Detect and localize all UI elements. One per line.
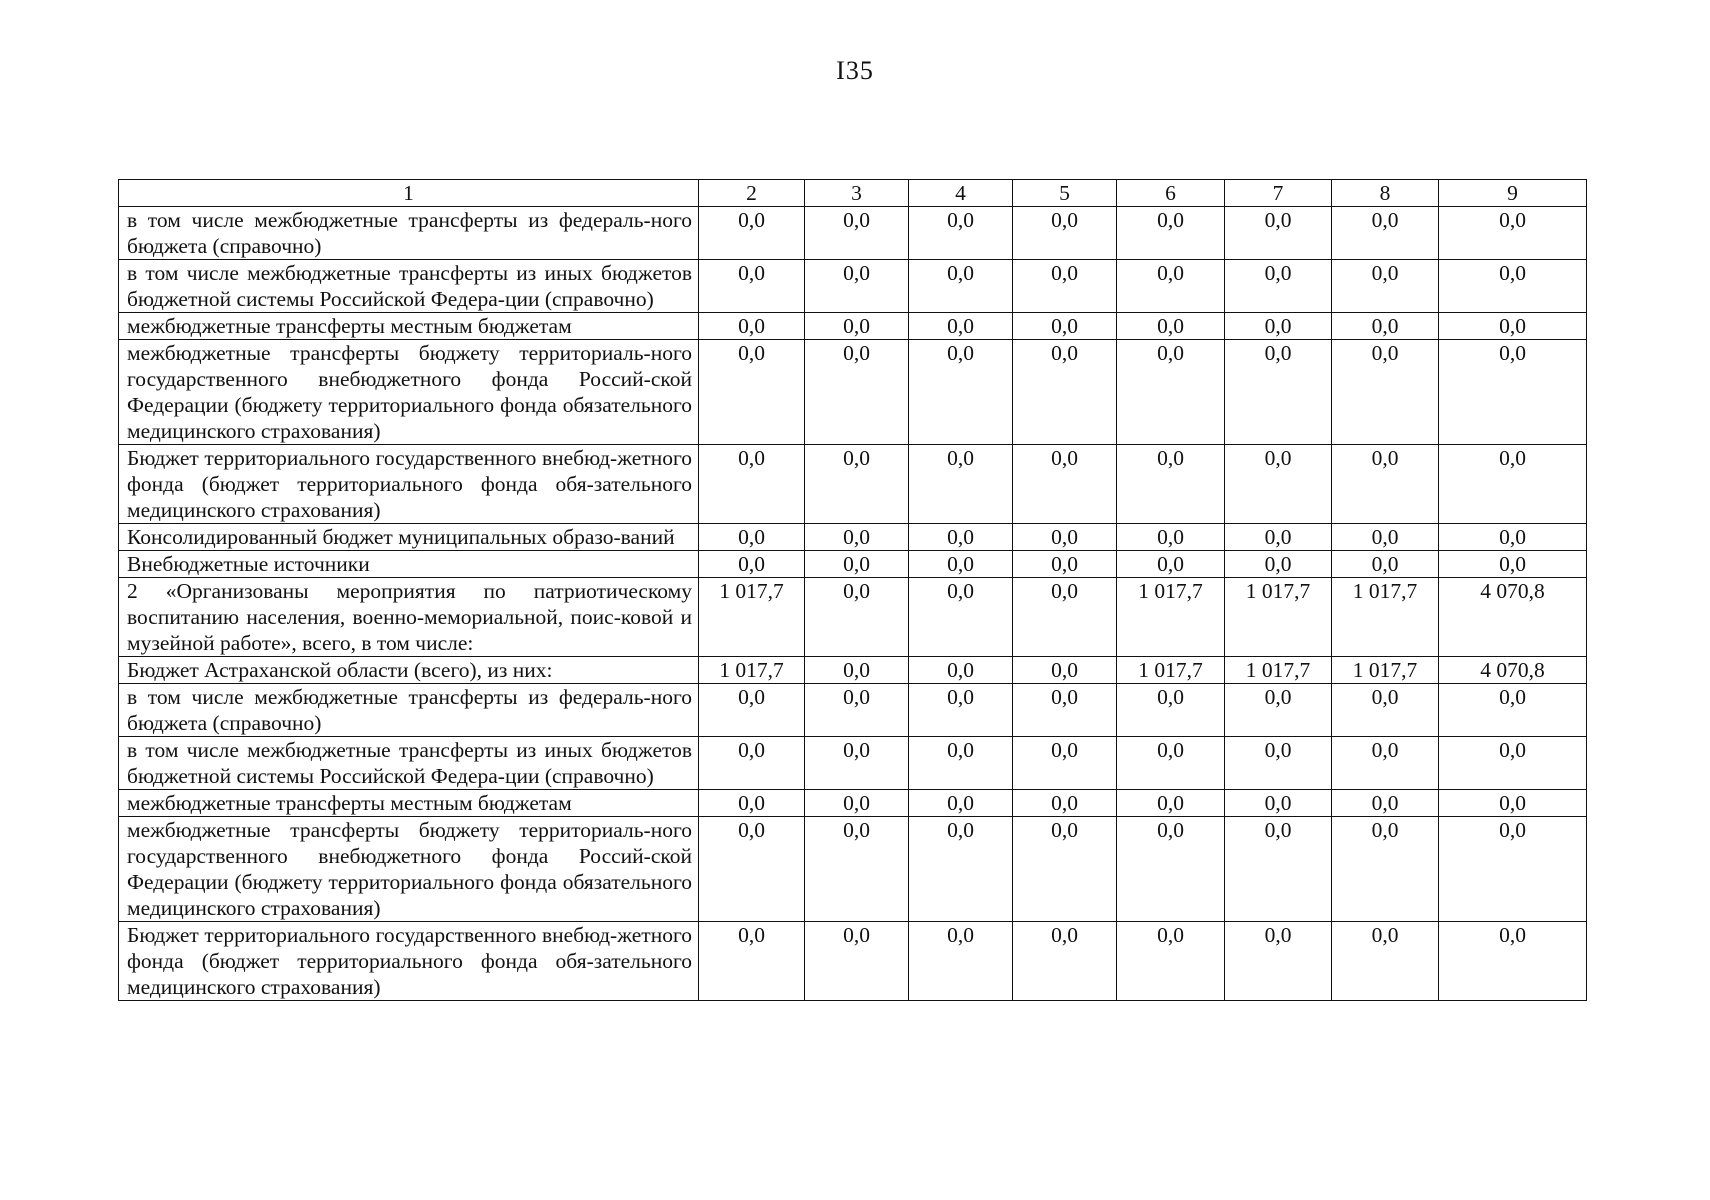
row-label: в том числе межбюджетные трансферты из федераль-ного бюджета (справочно) (119, 684, 699, 737)
value-cell: 0,0 (1117, 922, 1225, 1001)
value-cell: 0,0 (805, 578, 909, 657)
value-cell: 0,0 (1117, 790, 1225, 817)
page-number: I35 (836, 56, 874, 85)
table-row (119, 684, 1587, 737)
value-cell: 0,0 (1013, 684, 1117, 737)
value-cell: 0,0 (1332, 790, 1439, 817)
value-cell: 0,0 (1225, 260, 1332, 313)
value-cell: 0,0 (1117, 340, 1225, 445)
column-header-5: 5 (1013, 180, 1117, 207)
value-cell: 0,0 (909, 445, 1013, 524)
value-cell: 0,0 (805, 657, 909, 684)
table-row (119, 260, 1587, 313)
value-cell: 0,0 (805, 207, 909, 260)
value-cell: 0,0 (1117, 551, 1225, 578)
value-cell: 0,0 (1439, 313, 1587, 340)
value-cell: 0,0 (1013, 524, 1117, 551)
value-cell: 0,0 (1013, 445, 1117, 524)
value-cell: 0,0 (699, 207, 805, 260)
value-cell: 0,0 (1225, 922, 1332, 1001)
value-cell: 0,0 (805, 922, 909, 1001)
value-cell: 0,0 (1225, 551, 1332, 578)
row-label: в том числе межбюджетные трансферты из иных бюджетов бюджетной системы Российской Федера-ции (справочно) (119, 260, 699, 313)
value-cell: 0,0 (1013, 922, 1117, 1001)
value-cell: 0,0 (1225, 340, 1332, 445)
value-cell: 0,0 (1117, 737, 1225, 790)
value-cell: 0,0 (805, 260, 909, 313)
value-cell: 0,0 (1439, 737, 1587, 790)
value-cell: 0,0 (1117, 313, 1225, 340)
value-cell: 0,0 (1332, 922, 1439, 1001)
value-cell: 0,0 (909, 260, 1013, 313)
value-cell: 0,0 (699, 313, 805, 340)
value-cell: 0,0 (1439, 340, 1587, 445)
header-row (119, 180, 1587, 207)
value-cell: 0,0 (1225, 313, 1332, 340)
row-label: межбюджетные трансферты бюджету территориаль-ного государственного внебюджетного фонда Россий-ской Федерации (бюджету территориального фонда обязательного медицинского страхования) (119, 340, 699, 445)
table-row (119, 313, 1587, 340)
value-cell: 0,0 (699, 445, 805, 524)
table-row (119, 817, 1587, 922)
column-header-9: 9 (1439, 180, 1587, 207)
value-cell: 0,0 (1225, 684, 1332, 737)
value-cell: 0,0 (699, 260, 805, 313)
value-cell: 1 017,7 (699, 578, 805, 657)
row-label: Внебюджетные источники (119, 551, 699, 578)
value-cell: 0,0 (1117, 684, 1225, 737)
value-cell: 0,0 (699, 340, 805, 445)
value-cell: 0,0 (1225, 737, 1332, 790)
table-row (119, 445, 1587, 524)
value-cell: 0,0 (909, 551, 1013, 578)
value-cell: 0,0 (805, 524, 909, 551)
value-cell: 1 017,7 (1117, 578, 1225, 657)
value-cell: 0,0 (909, 657, 1013, 684)
value-cell: 0,0 (909, 817, 1013, 922)
value-cell: 0,0 (1332, 340, 1439, 445)
value-cell: 0,0 (805, 313, 909, 340)
value-cell: 0,0 (699, 922, 805, 1001)
table-row (119, 551, 1587, 578)
value-cell: 4 070,8 (1439, 657, 1587, 684)
value-cell: 0,0 (1117, 207, 1225, 260)
value-cell: 0,0 (699, 524, 805, 551)
value-cell: 0,0 (1439, 524, 1587, 551)
value-cell: 0,0 (1013, 207, 1117, 260)
value-cell: 0,0 (1013, 340, 1117, 445)
value-cell: 0,0 (1439, 551, 1587, 578)
value-cell: 0,0 (909, 790, 1013, 817)
value-cell: 0,0 (1013, 313, 1117, 340)
table-row (119, 578, 1587, 657)
value-cell: 0,0 (1332, 524, 1439, 551)
table-row (119, 922, 1587, 1001)
table-row (119, 790, 1587, 817)
column-header-7: 7 (1225, 180, 1332, 207)
value-cell: 0,0 (1439, 207, 1587, 260)
value-cell: 0,0 (909, 313, 1013, 340)
column-header-4: 4 (909, 180, 1013, 207)
value-cell: 0,0 (1439, 445, 1587, 524)
value-cell: 0,0 (1225, 524, 1332, 551)
row-label: в том числе межбюджетные трансферты из иных бюджетов бюджетной системы Российской Федера-ции (справочно) (119, 737, 699, 790)
value-cell: 1 017,7 (1225, 578, 1332, 657)
value-cell: 0,0 (1225, 817, 1332, 922)
value-cell: 0,0 (805, 817, 909, 922)
value-cell: 0,0 (1439, 817, 1587, 922)
table-body (119, 207, 1587, 1001)
value-cell: 1 017,7 (699, 657, 805, 684)
value-cell: 1 017,7 (1332, 657, 1439, 684)
value-cell: 0,0 (805, 684, 909, 737)
value-cell: 0,0 (699, 817, 805, 922)
value-cell: 0,0 (1332, 313, 1439, 340)
value-cell: 0,0 (805, 790, 909, 817)
table-row (119, 207, 1587, 260)
table-row (119, 657, 1587, 684)
value-cell: 0,0 (1332, 551, 1439, 578)
value-cell: 0,0 (1225, 790, 1332, 817)
value-cell: 0,0 (1013, 817, 1117, 922)
value-cell: 0,0 (1117, 524, 1225, 551)
value-cell: 0,0 (1117, 260, 1225, 313)
value-cell: 0,0 (909, 737, 1013, 790)
value-cell: 0,0 (1332, 445, 1439, 524)
value-cell: 0,0 (909, 684, 1013, 737)
value-cell: 0,0 (805, 737, 909, 790)
table-row (119, 524, 1587, 551)
value-cell: 0,0 (805, 340, 909, 445)
row-label: Бюджет территориального государственного внебюд-жетного фонда (бюджет территориального фонда обя-зательного медицинского страхования) (119, 445, 699, 524)
value-cell: 0,0 (1332, 207, 1439, 260)
row-label: межбюджетные трансферты местным бюджетам (119, 790, 699, 817)
value-cell: 4 070,8 (1439, 578, 1587, 657)
value-cell: 1 017,7 (1117, 657, 1225, 684)
value-cell: 0,0 (1332, 737, 1439, 790)
row-label: в том числе межбюджетные трансферты из федераль-ного бюджета (справочно) (119, 207, 699, 260)
value-cell: 0,0 (1439, 684, 1587, 737)
value-cell: 0,0 (1117, 817, 1225, 922)
value-cell: 1 017,7 (1332, 578, 1439, 657)
value-cell: 0,0 (1332, 684, 1439, 737)
column-header-6: 6 (1117, 180, 1225, 207)
column-header-2: 2 (699, 180, 805, 207)
row-label: 2 «Организованы мероприятия по патриотическому воспитанию населения, военно-мемориальной, поис-ковой и музейной работе», всего, в том числе: (119, 578, 699, 657)
value-cell: 0,0 (1439, 260, 1587, 313)
value-cell: 0,0 (1225, 207, 1332, 260)
budget-table (118, 179, 1587, 1001)
value-cell: 0,0 (699, 737, 805, 790)
value-cell: 0,0 (1013, 737, 1117, 790)
row-label: межбюджетные трансферты местным бюджетам (119, 313, 699, 340)
column-header-8: 8 (1332, 180, 1439, 207)
value-cell: 0,0 (1013, 578, 1117, 657)
row-label: Консолидированный бюджет муниципальных образо-ваний (119, 524, 699, 551)
value-cell: 0,0 (1332, 817, 1439, 922)
row-label: Бюджет территориального государственного внебюд-жетного фонда (бюджет территориального фонда обя-зательного медицинского страхования) (119, 922, 699, 1001)
value-cell: 1 017,7 (1225, 657, 1332, 684)
value-cell: 0,0 (1225, 445, 1332, 524)
value-cell: 0,0 (1013, 551, 1117, 578)
value-cell: 0,0 (1439, 922, 1587, 1001)
value-cell: 0,0 (699, 551, 805, 578)
value-cell: 0,0 (805, 551, 909, 578)
column-header-1: 1 (119, 180, 699, 207)
value-cell: 0,0 (699, 790, 805, 817)
value-cell: 0,0 (909, 207, 1013, 260)
value-cell: 0,0 (909, 922, 1013, 1001)
value-cell: 0,0 (1013, 260, 1117, 313)
value-cell: 0,0 (805, 445, 909, 524)
value-cell: 0,0 (699, 684, 805, 737)
column-header-3: 3 (805, 180, 909, 207)
row-label: межбюджетные трансферты бюджету территориаль-ного государственного внебюджетного фонда Россий-ской Федерации (бюджету территориального фонда обязательного медицинского страхования) (119, 817, 699, 922)
value-cell: 0,0 (909, 524, 1013, 551)
value-cell: 0,0 (1013, 790, 1117, 817)
value-cell: 0,0 (1439, 790, 1587, 817)
table-row (119, 737, 1587, 790)
value-cell: 0,0 (1013, 657, 1117, 684)
row-label: Бюджет Астраханской области (всего), из них: (119, 657, 699, 684)
value-cell: 0,0 (909, 578, 1013, 657)
value-cell: 0,0 (1332, 260, 1439, 313)
value-cell: 0,0 (909, 340, 1013, 445)
table-row (119, 340, 1587, 445)
value-cell: 0,0 (1117, 445, 1225, 524)
